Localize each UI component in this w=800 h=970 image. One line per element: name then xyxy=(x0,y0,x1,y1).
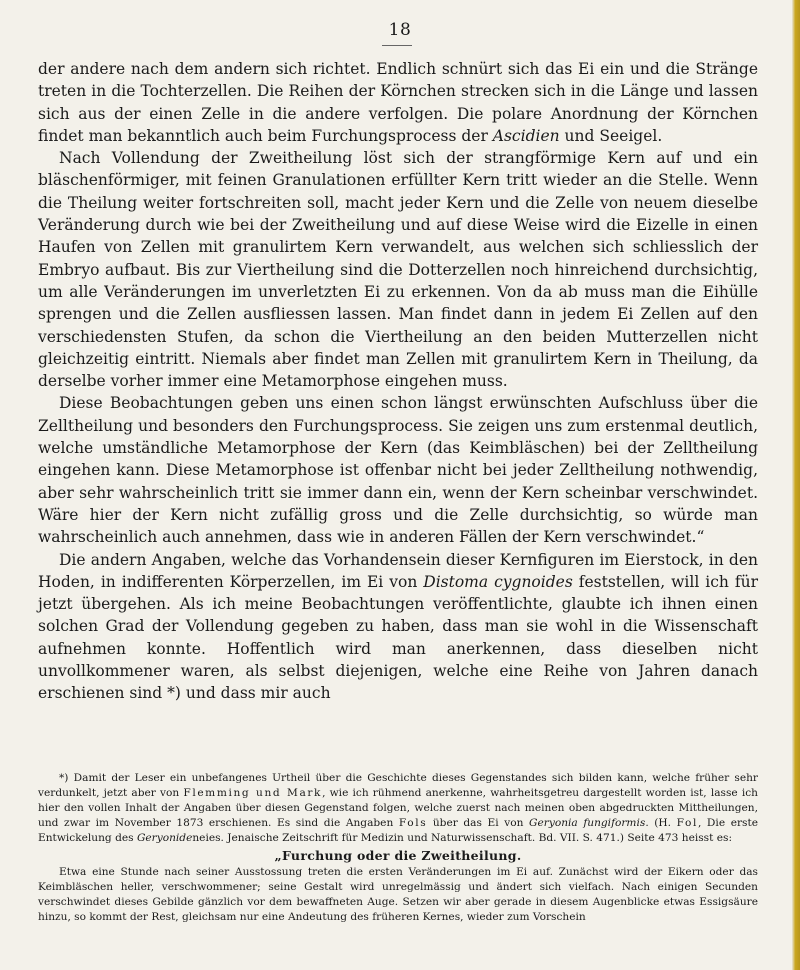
footnote-author-fol: Fol xyxy=(676,817,698,830)
paragraph-4 xyxy=(38,549,758,705)
footnote-part: , wie ich rühmend anerkenne, wahrheitsgetreu dargestellt worden ist, lasse ich hier den vollen Inhalt der Angaben über diesen Gegenstand folgen, welche zuerst nach meinen oben abgedruckten Mittheilungen, und zwar im November 1873 erschienen. Es sind die Angaben xyxy=(38,787,758,830)
footnote-heading: „Furchung oder die Zweitheilung. xyxy=(274,848,522,864)
paragraph-1 xyxy=(38,58,758,147)
footnote-part: über das Ei von xyxy=(427,817,530,830)
paragraph-1-text-b: und Seeigel. xyxy=(559,126,663,145)
paragraph-1-text-a: der andere nach dem andern sich richtet. Endlich schnürt sich das Ei ein und die Stränge treten in die Tochterzellen. Die Reihen der Körnchen strecken sich in die Länge und lassen sich aus der einen Zelle in die andere verfolgen. Die polare Anordnung der Körnchen findet man bekanntlich auch beim Furchungsprocess der xyxy=(38,60,758,145)
footnote-part: , Die erste Entwickelung des xyxy=(38,817,758,845)
footnote-italic-geryonide: Geryonide xyxy=(136,832,193,845)
footnote-author-flemming-mark: Flemming und Mark xyxy=(183,787,323,800)
footnote-part: . (H. xyxy=(645,817,677,830)
footnote-continuation: Etwa eine Stunde nach seiner Ausstossung treten die ersten Veränderungen im Ei auf. Zunächst wird der Eikern oder das Keimbläschen heller, verschwommener; seine Gestalt wird unregelmässig und ändert sich vielfach. Nach einigen Secunden verschwindet dieses Gebilde gänzlich vor dem bewaffneten Auge. Setzen wir aber gerade in diesem Augenblicke etwas Essigsäure hinzu, so kommt der Rest, gleichsam nur eine Andeutung des früheren Kernes, wieder zum Vorschein xyxy=(38,865,758,923)
page-number: 18 xyxy=(388,20,412,40)
footnote-author-fols: Fols xyxy=(398,817,428,830)
footnote-part: neies. Jenaische Zeitschrift für Medizin und Naturwissenschaft. Bd. VII. S. 471.) Seite 473 heisst es: xyxy=(192,832,733,845)
paragraph-2: Nach Vollendung der Zweitheilung löst sich der strangförmige Kern auf und ein bläschenförmiger, mit feinen Granulationen erfüllter Kern tritt wieder an die Stelle. Wenn die Theilung weiter fortschreiten soll, macht jeder Kern und die Zelle von neuem dieselbe Veränderung durch wie bei der Zweitheilung und auf diese Weise wird die Eizelle in einen Haufen von Zellen mit granulirtem Kern verwandelt, aus welchen sich schliesslich der Embryo aufbaut. Bis zur Viertheilung sind die Dotterzellen noch hinreichend durchsichtig, um alle Veränderungen im unverletzten Ei zu erkennen. Von da ab muss man die Eihülle sprengen und die Zellen ausfliessen lassen. Man findet dann in jedem Ei Zellen auf den verschiedensten Stufen, da schon die Viertheilung an den beiden Mutterzellen nicht gleichzeitig eintritt. Niemals aber findet man Zellen mit granulirtem Kern in Theilung, da derselbe vorher immer eine Metamorphose eingehen muss. xyxy=(38,149,758,391)
page-edge-strip xyxy=(792,0,800,970)
paragraph-4-text-b: feststellen, will ich für jetzt übergehen. Als ich meine Beobachtungen veröffentlichte, glaubte ich ihnen einen solchen Grad der Vollendung gegeben zu haben, dass man sie wohl in die Wissenschaft aufnehmen konnte. Hoffentlich wird man anerkennen, dass dieselben nicht unvollkommener waren, als selbst diejenigen, welche eine Reihe von Jahren danach erschienen sind *) und dass mir auch xyxy=(38,572,758,703)
paragraph-1-italic-ascidien: Ascidien xyxy=(492,126,560,145)
paragraph-4-italic-distoma: Distoma cygnoides xyxy=(423,572,573,591)
paragraph-3: Diese Beobachtungen geben uns einen schon längst erwünschten Aufschluss über die Zelltheilung und besonders den Furchungsprocess. Sie zeigen uns zum erstenmal deutlich, welche umständliche Metamorphose der Kern (das Keimbläschen) bei der Zelltheilung eingehen kann. Diese Metamorphose ist offenbar nicht bei jeder Zelltheilung nothwendig, aber sehr wahrscheinlich tritt sie immer dann ein, wenn der Kern scheinbar verschwindet. Wäre hier der Kern nicht zufällig gross und die Zelle durchsichtig, so würde man wahrscheinlich auch annehmen, dass wie in anderen Fällen der Kern verschwindet.“ xyxy=(38,394,758,547)
body-text xyxy=(38,58,758,705)
footnote-italic-geryonia: Geryonia fungiformis xyxy=(529,817,646,830)
footnote-part: *) Damit der Leser ein unbefangenes Urtheil über die Geschichte dieses Gegenstandes sich bilden kann, welche früher sehr verdunkelt, jetzt aber von xyxy=(38,772,758,800)
footnote-block xyxy=(38,771,758,925)
page-number-underline xyxy=(382,45,412,46)
footnote-text xyxy=(38,771,758,846)
paragraph-4-text-a: Die andern Angaben, welche das Vorhandensein dieser Kernfiguren im Eierstock, in den Hoden, in indifferenten Körperzellen, im Ei von xyxy=(38,550,758,591)
